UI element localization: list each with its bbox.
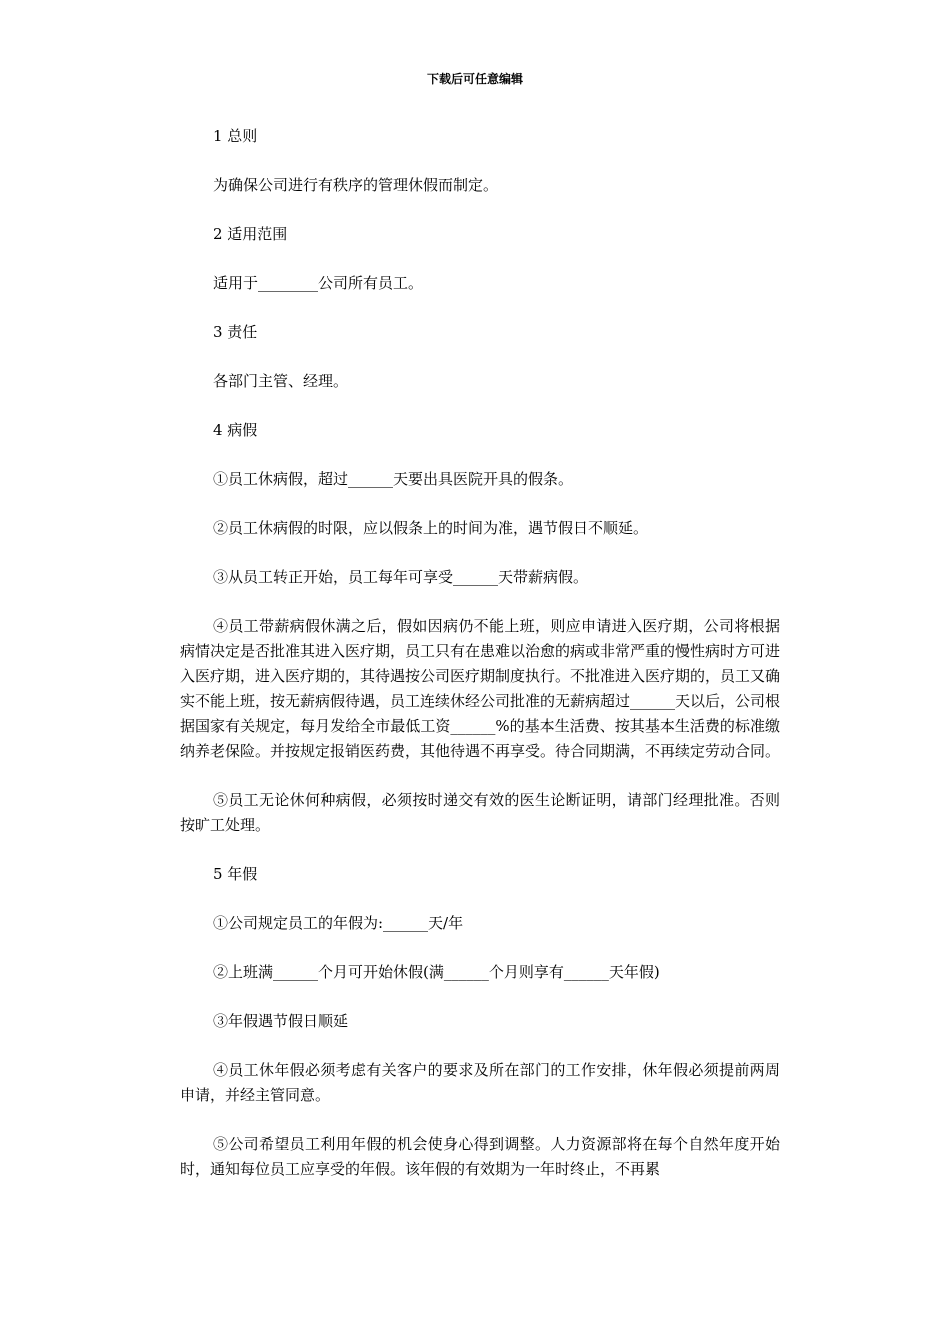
list-item: ⑤员工无论休何种病假，必须按时递交有效的医生论断证明，请部门经理批准。否则按旷工处理。 <box>180 791 780 834</box>
paragraph: 为确保公司进行有秩序的管理休假而制定。 <box>213 176 499 194</box>
list-item: ④员工带薪病假休满之后，假如因病仍不能上班，则应申请进入医疗期，公司将根据病情决定是否批准其进入医疗期，员工只有在患难以治愈的病或非常严重的慢性病时方可进入医疗期，进入医疗期的，其待遇按公司医疗期制度执行。不批准进入医疗期的，员工又确实不能上班，按无薪病假待遇，员工连续休经公司批准的无薪病超过______天以后，公司根据国家有关规定，每月发给全市最低工资______%的基本生活费、按其基本生活费的标准缴纳养老保险。并按规定报销医药费，其他待遇不再享受。待合同期满，不再续定劳动合同。 <box>180 617 781 760</box>
section-heading-general: 1 总则 <box>213 127 258 145</box>
list-item: ③从员工转正开始，员工每年可享受______天带薪病假。 <box>213 568 589 586</box>
paragraph: 适用于________公司所有员工。 <box>213 274 424 292</box>
list-item: ①员工休病假，超过______天要出具医院开具的假条。 <box>213 470 574 488</box>
list-item: ④员工休年假必须考虑有关客户的要求及所在部门的工作安排，休年假必须提前两周申请，并经主管同意。 <box>180 1061 780 1104</box>
list-item: ①公司规定员工的年假为:______天/年 <box>213 914 464 932</box>
page-header: 下载后可任意编辑 <box>426 72 523 86</box>
paragraph: 各部门主管、经理。 <box>213 372 349 390</box>
list-item: ②员工休病假的时限，应以假条上的时间为准，遇节假日不顺延。 <box>213 519 649 537</box>
list-item: ②上班满______个月可开始休假(满______个月则享有______天年假) <box>213 963 660 981</box>
section-heading-responsibility: 3 责任 <box>213 323 258 341</box>
section-heading-annual-leave: 5 年假 <box>213 865 258 883</box>
section-heading-sick-leave: 4 病假 <box>213 421 258 439</box>
list-item: ⑤公司希望员工利用年假的机会使身心得到调整。人力资源部将在每个自然年度开始时，通知每位员工应享受的年假。该年假的有效期为一年时终止，不再累 <box>180 1135 780 1178</box>
document-body <box>180 124 780 1206</box>
list-item: ③年假遇节假日顺延 <box>213 1012 349 1030</box>
section-heading-scope: 2 适用范围 <box>213 225 288 243</box>
